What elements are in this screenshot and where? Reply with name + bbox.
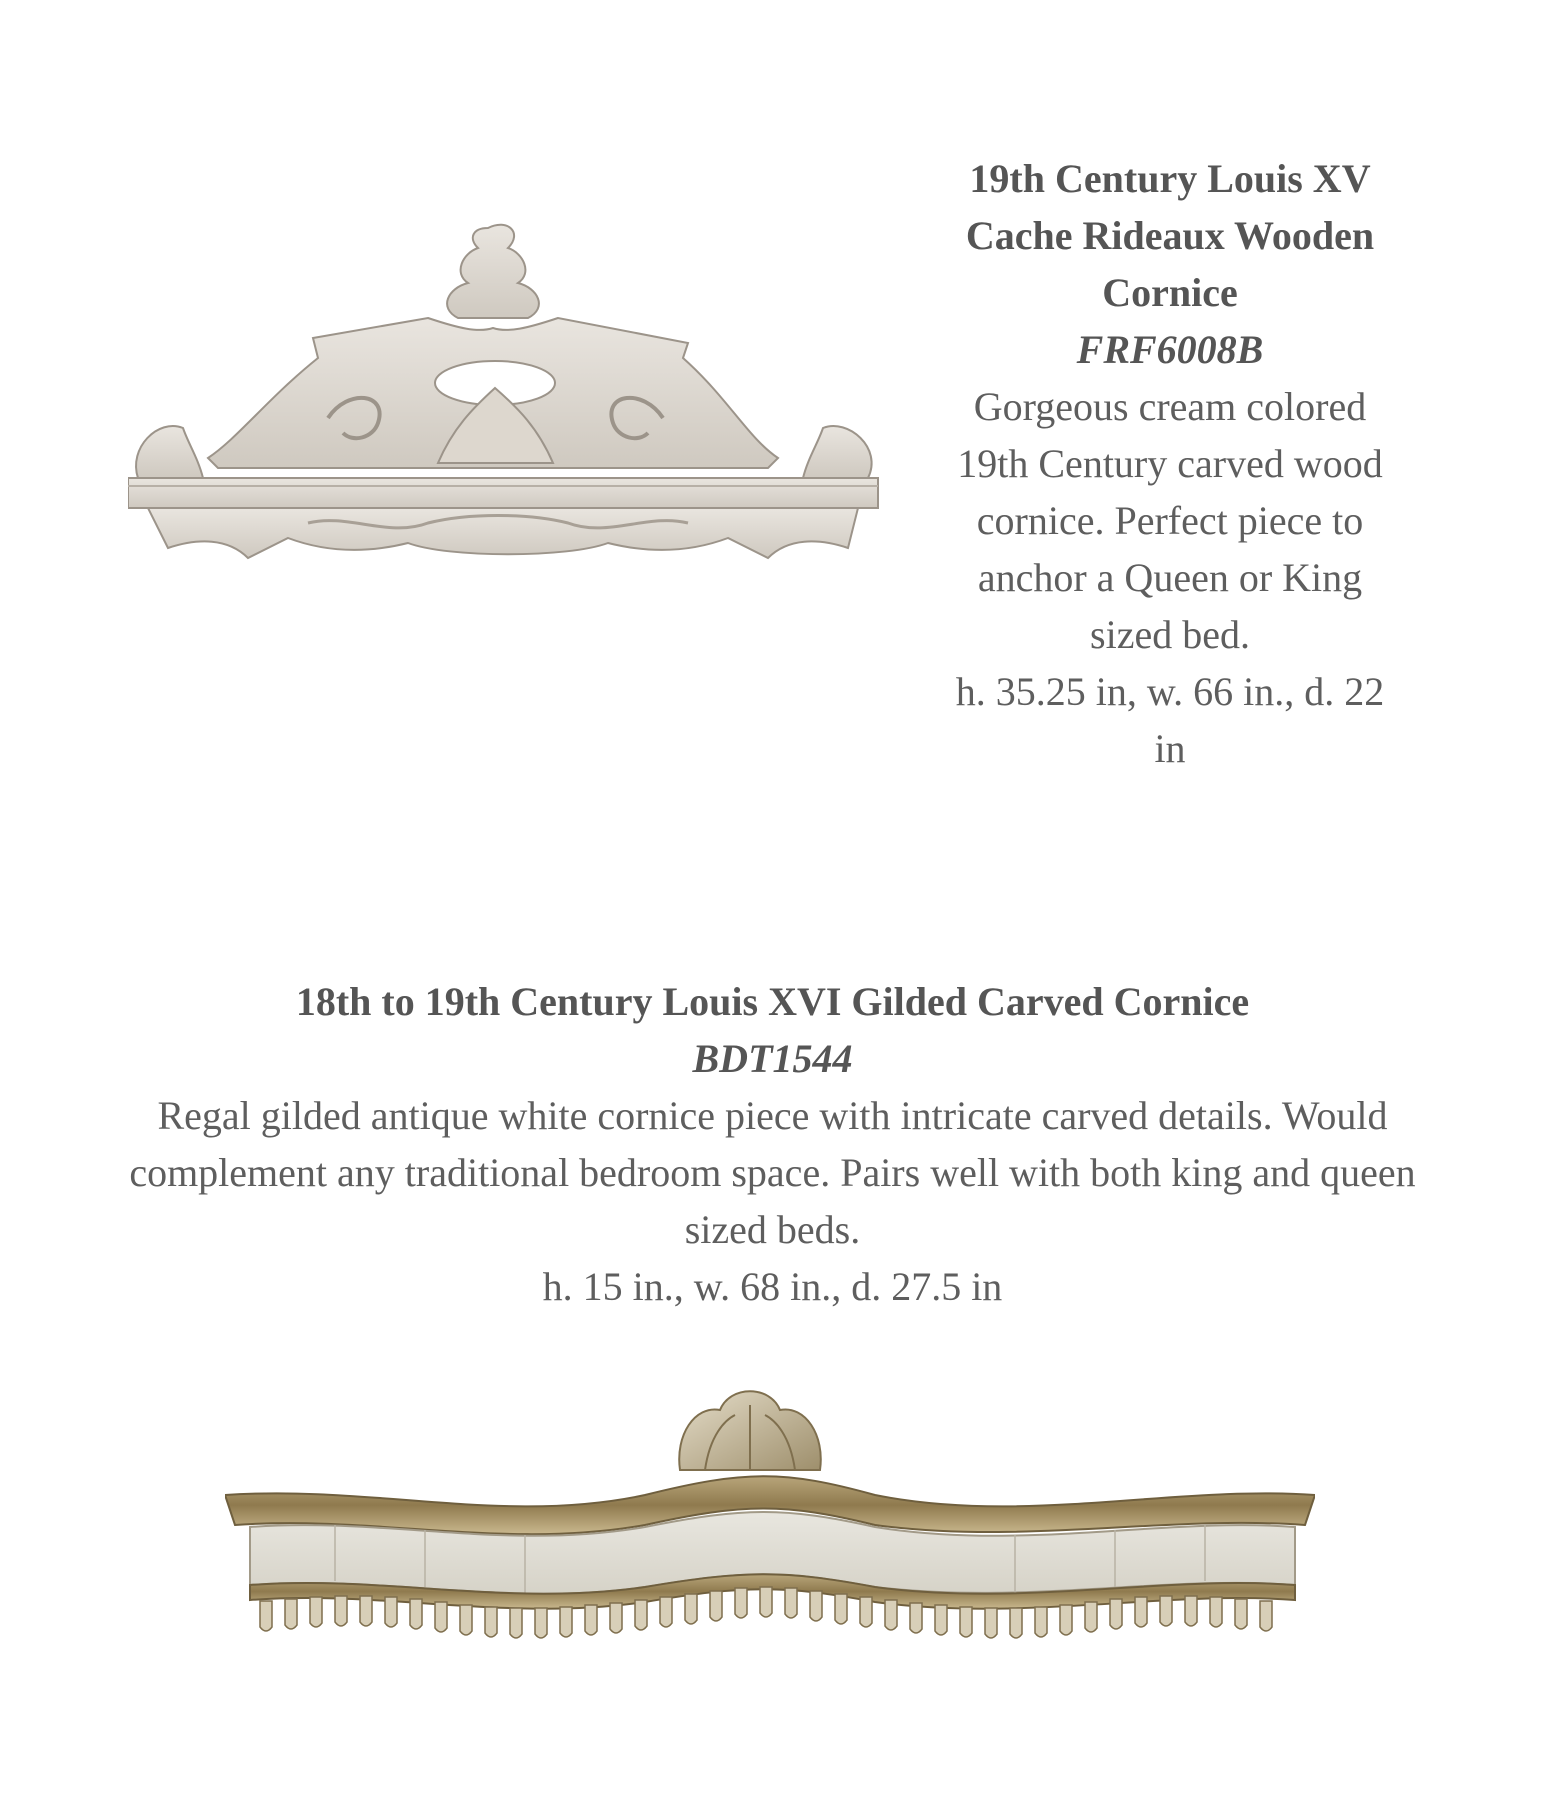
product-1-info: [940, 150, 1400, 777]
product-1-image: [128, 218, 888, 618]
product-2-sku: BDT1544: [692, 1036, 853, 1081]
product-2-image: [225, 1375, 1315, 1655]
product-2-dimensions: h. 15 in., w. 68 in., d. 27.5 in: [542, 1264, 1003, 1309]
product-1-title: 19th Century Louis XV Cache Rideaux Wooden Cornice: [965, 156, 1375, 315]
product-1-dimensions: h. 35.25 in, w. 66 in., d. 22 in: [955, 669, 1385, 771]
product-1-description: Gorgeous cream colored 19th Century carved wood cornice. Perfect piece to anchor a Queen or King sized bed.: [957, 384, 1383, 657]
product-2-title: 18th to 19th Century Louis XVI Gilded Carved Cornice: [295, 979, 1250, 1024]
product-1-sku: FRF6008B: [1076, 327, 1264, 372]
product-2-info: [120, 973, 1425, 1315]
product-2-description: Regal gilded antique white cornice piece with intricate carved details. Would complement any traditional bedroom space. Pairs well with both king and queen sized beds.: [129, 1093, 1416, 1252]
